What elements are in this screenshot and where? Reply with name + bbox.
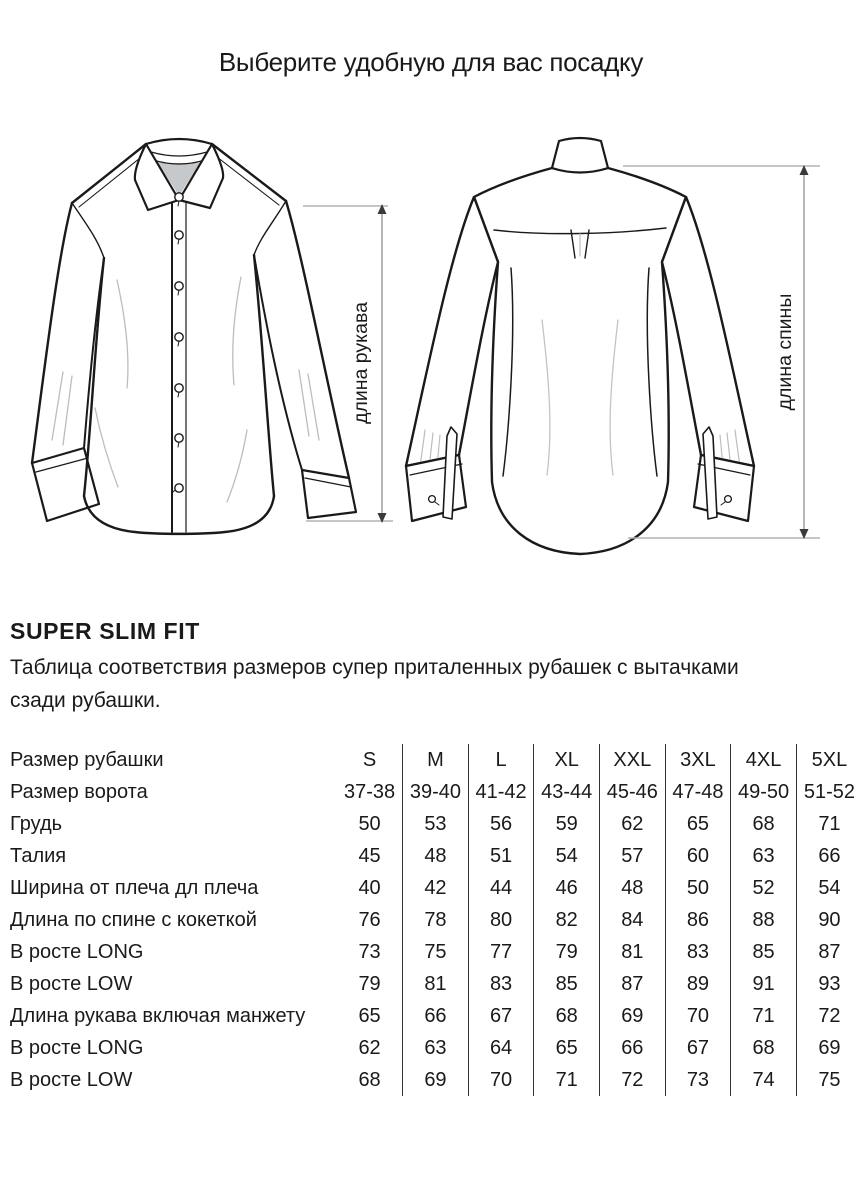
table-row	[10, 1064, 862, 1096]
size-value-cell: 45-46	[600, 776, 666, 808]
size-value-cell: 75	[403, 936, 469, 968]
size-value-cell: 48	[403, 840, 469, 872]
row-label: Ширина от плеча дл плеча	[10, 876, 259, 899]
size-value-cell: 41-42	[468, 776, 534, 808]
size-value-cell: 86	[665, 904, 731, 936]
size-value-cell: XXL	[600, 744, 666, 776]
table-row	[10, 776, 862, 808]
size-value-cell: 53	[403, 808, 469, 840]
size-value-cell: 37-38	[343, 780, 396, 803]
size-value-cell: 87	[796, 936, 862, 968]
size-value-cell: 67	[665, 1032, 731, 1064]
size-value-cell: 73	[358, 940, 381, 963]
size-value-cell: 71	[731, 1000, 797, 1032]
size-value-cell: 47-48	[665, 776, 731, 808]
sleeve-length-label: длина рукава	[350, 302, 372, 424]
size-value-cell: 64	[468, 1032, 534, 1064]
size-value-cell: 85	[534, 968, 600, 1000]
size-value-cell: 68	[534, 1000, 600, 1032]
description-line: Таблица соответствия размеров супер приталенных рубашек с вытачками	[10, 656, 739, 679]
size-value-cell: 51	[468, 840, 534, 872]
size-value-cell: 66	[600, 1032, 666, 1064]
size-value-cell: 40	[358, 876, 381, 899]
size-value-cell: 60	[665, 840, 731, 872]
table-row	[10, 1032, 862, 1064]
size-value-cell: 72	[600, 1064, 666, 1096]
size-value-cell: 81	[403, 968, 469, 1000]
size-value-cell: 48	[600, 872, 666, 904]
size-value-cell: 83	[665, 936, 731, 968]
size-value-cell: 87	[600, 968, 666, 1000]
row-label: Грудь	[10, 812, 63, 835]
table-row	[10, 744, 862, 776]
table-row	[10, 1000, 862, 1032]
size-value-cell: 66	[796, 840, 862, 872]
size-value-cell: 69	[796, 1032, 862, 1064]
section-heading: SUPER SLIM FIT	[10, 618, 200, 644]
size-value-cell: 73	[665, 1064, 731, 1096]
size-value-cell: 74	[731, 1064, 797, 1096]
size-value-cell: 70	[468, 1064, 534, 1096]
size-value-cell: L	[468, 744, 534, 776]
size-value-cell: 54	[534, 840, 600, 872]
row-label: В росте LOW	[10, 972, 133, 995]
row-label: В росте LONG	[10, 940, 144, 963]
size-value-cell: 44	[468, 872, 534, 904]
size-value-cell: 89	[665, 968, 731, 1000]
size-value-cell: XL	[534, 744, 600, 776]
size-value-cell: 71	[796, 808, 862, 840]
size-value-cell: 69	[600, 1000, 666, 1032]
size-value-cell: 90	[796, 904, 862, 936]
size-value-cell: 62	[600, 808, 666, 840]
size-table	[10, 744, 862, 1096]
size-value-cell: 65	[665, 808, 731, 840]
size-value-cell: 75	[796, 1064, 862, 1096]
size-value-cell: 69	[403, 1064, 469, 1096]
row-label: В росте LONG	[10, 1036, 144, 1059]
size-table-body	[10, 744, 862, 1096]
size-value-cell: 93	[796, 968, 862, 1000]
size-value-cell: 45	[358, 844, 381, 867]
size-value-cell: 83	[468, 968, 534, 1000]
size-value-cell: 52	[731, 872, 797, 904]
size-value-cell: 46	[534, 872, 600, 904]
size-value-cell: 3XL	[665, 744, 731, 776]
table-row	[10, 936, 862, 968]
table-row	[10, 808, 862, 840]
size-value-cell: 84	[600, 904, 666, 936]
row-label: Длина по спине с кокеткой	[10, 908, 257, 931]
row-label: Длина рукава включая манжету	[10, 1004, 306, 1027]
size-value-cell: 68	[731, 1032, 797, 1064]
table-row	[10, 840, 862, 872]
page-title: Выберите удобную для вас посадку	[218, 47, 644, 77]
size-value-cell: 63	[731, 840, 797, 872]
size-value-cell: S	[362, 748, 377, 771]
size-value-cell: 80	[468, 904, 534, 936]
size-value-cell: 71	[534, 1064, 600, 1096]
size-value-cell: 79	[358, 972, 381, 995]
back-shirt-drawing	[395, 130, 842, 565]
size-value-cell: 62	[358, 1036, 381, 1059]
size-value-cell: 57	[600, 840, 666, 872]
size-value-cell: 54	[796, 872, 862, 904]
size-value-cell: 42	[403, 872, 469, 904]
size-value-cell: 43-44	[534, 776, 600, 808]
size-value-cell: 68	[358, 1068, 381, 1091]
table-row	[10, 968, 862, 1000]
size-value-cell: 51-52	[796, 776, 862, 808]
size-value-cell: 88	[731, 904, 797, 936]
size-value-cell: 49-50	[731, 776, 797, 808]
size-value-cell: 68	[731, 808, 797, 840]
size-value-cell: 5XL	[796, 744, 862, 776]
size-value-cell: 72	[796, 1000, 862, 1032]
row-label: Талия	[10, 844, 67, 867]
description-line: сзади рубашки.	[10, 689, 161, 712]
row-label: В росте LOW	[10, 1068, 133, 1091]
size-value-cell: 78	[403, 904, 469, 936]
size-value-cell: 56	[468, 808, 534, 840]
row-label: Размер рубашки	[10, 748, 164, 771]
section-description	[10, 651, 770, 717]
size-value-cell: 4XL	[731, 744, 797, 776]
size-value-cell: 76	[358, 908, 381, 931]
size-value-cell: 67	[468, 1000, 534, 1032]
back-length-label: длина спины	[774, 293, 796, 411]
size-value-cell: 50	[358, 812, 381, 835]
size-value-cell: 39-40	[403, 776, 469, 808]
table-row	[10, 904, 862, 936]
size-value-cell: 82	[534, 904, 600, 936]
size-value-cell: 66	[403, 1000, 469, 1032]
size-value-cell: 65	[358, 1004, 381, 1027]
size-value-cell: 59	[534, 808, 600, 840]
size-value-cell: 81	[600, 936, 666, 968]
size-value-cell: 85	[731, 936, 797, 968]
front-shirt-drawing	[25, 130, 400, 550]
size-value-cell: 65	[534, 1032, 600, 1064]
size-value-cell: M	[403, 744, 469, 776]
front-buttons	[172, 193, 183, 493]
size-value-cell: 50	[665, 872, 731, 904]
size-value-cell: 77	[468, 936, 534, 968]
table-row	[10, 872, 862, 904]
size-value-cell: 70	[665, 1000, 731, 1032]
row-label: Размер ворота	[10, 780, 148, 803]
size-value-cell: 79	[534, 936, 600, 968]
size-value-cell: 91	[731, 968, 797, 1000]
size-value-cell: 63	[403, 1032, 469, 1064]
